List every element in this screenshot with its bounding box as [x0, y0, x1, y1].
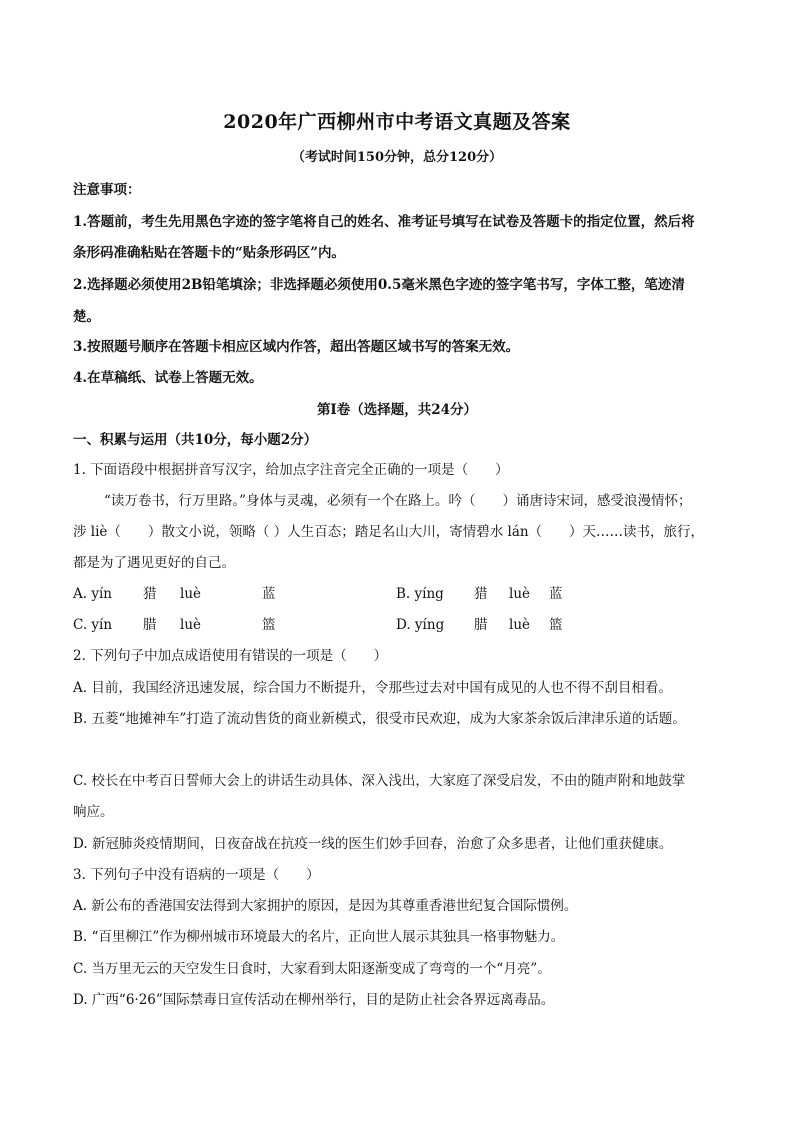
- notice-item-1-cont: 条形码准确粘贴在答题卡的“贴条形码区”内。: [73, 245, 346, 261]
- question-1-passage-line: “读万卷书，行万里路。”身体与灵魂，必须有一个在路上。吟（ ）诵唐诗宋词，感受浪漫情怀；: [104, 493, 692, 509]
- option-char: 篮: [262, 617, 276, 633]
- option-char: 腊: [474, 617, 488, 633]
- notice-item-3: 3.按照题号顺序在答题卡相应区域内作答，超出答题区域书写的答案无效。: [73, 339, 520, 355]
- question-2-option-b: B. 五菱“地摊神车”打造了流动售货的商业新模式，很受市民欢迎，成为大家茶余饭后津津乐道的话题。: [73, 711, 686, 727]
- option-pinyin: luè: [180, 617, 202, 633]
- question-2-option-c-cont: 响应。: [73, 804, 114, 820]
- question-3-stem: 3. 下列句子中没有语病的一项是（ ）: [73, 867, 320, 883]
- question-1-option-a: [73, 582, 276, 602]
- question-2-option-a: A. 目前，我国经济迅速发展，综合国力不断提升，令那些过去对中国有成见的人也不得不刮目相看。: [73, 680, 672, 696]
- option-pinyin: B. yíng: [396, 586, 444, 602]
- option-pinyin: A. yín: [73, 586, 112, 602]
- question-1-stem: 1. 下面语段中根据拼音写汉字，给加点字注音完全正确的一项是（ ）: [73, 462, 509, 478]
- option-pinyin: luè: [509, 586, 531, 602]
- section-heading: 一、积累与运用（共10分，每小题2分）: [73, 432, 318, 448]
- question-3-option-d: D. 广西“6·26”国际禁毒日宣传活动在柳州举行，目的是防止社会各界远离毒品。: [73, 992, 555, 1008]
- question-1-option-b: [396, 582, 563, 602]
- question-1-passage-line: 都是为了遇见更好的自己。: [73, 555, 235, 571]
- option-pinyin: C. yín: [73, 617, 113, 633]
- question-2-option-d: D. 新冠肺炎疫情期间，日夜奋战在抗疫一线的医生们妙手回春，治愈了众多患者，让他们重获健康。: [73, 836, 673, 852]
- question-2-option-c: C. 校长在中考百日誓师大会上的讲话生动具体、深入浅出，大家庭了深受启发，不由的随声附和地鼓掌: [73, 773, 686, 789]
- option-pinyin: luè: [180, 586, 202, 602]
- notice-item-1: 1.答题前，考生先用黑色字迹的签字笔将自己的姓名、准考证号填写在试卷及答题卡的指定位置，然后将: [73, 214, 695, 230]
- question-1-passage-line: 涉 liè（ ）散文小说，领略（ ）人生百态；踏足名山大川，寄情碧水 lán（ ）天……读书，旅行，: [73, 524, 705, 540]
- question-2-stem: 2. 下列句子中加点成语使用有错误的一项是（ ）: [73, 648, 388, 664]
- option-pinyin: D. yíng: [396, 617, 445, 633]
- notice-item-2: 2.选择题必须使用2B铅笔填涂；非选择题必须使用0.5毫米黑色字迹的签字笔书写，字体工整，笔迹清: [73, 277, 685, 293]
- question-1-option-d: [396, 613, 563, 633]
- question-3-option-c: C. 当万里无云的天空发生日食时，大家看到太阳逐渐变成了弯弯的一个“月亮”。: [73, 961, 551, 977]
- option-char: 篮: [549, 617, 563, 633]
- option-char: 蓝: [549, 586, 563, 602]
- notice-item-2-cont: 楚。: [73, 309, 100, 325]
- option-char: 蓝: [262, 586, 276, 602]
- option-char: 猎: [143, 586, 157, 602]
- exam-duration-note: （考试时间150分钟，总分120分）: [291, 150, 503, 165]
- question-3-option-a: A. 新公布的香港国安法得到大家拥护的原因，是因为其尊重香港世纪复合国际惯例。: [73, 898, 578, 914]
- page-title: 2020年广西柳州市中考语文真题及答案: [223, 111, 571, 133]
- question-1-option-c: [73, 613, 276, 633]
- question-3-option-b: B. “百里柳江”作为柳州城市环境最大的名片，正向世人展示其独具一格事物魅力。: [73, 929, 565, 945]
- option-char: 猎: [474, 586, 488, 602]
- notice-heading: 注意事项：: [73, 182, 141, 198]
- option-pinyin: luè: [509, 617, 531, 633]
- volume-heading: 第Ⅰ卷（选择题，共24分）: [316, 402, 478, 418]
- notice-item-4: 4.在草稿纸、试卷上答题无效。: [73, 370, 263, 386]
- option-char: 腊: [143, 617, 157, 633]
